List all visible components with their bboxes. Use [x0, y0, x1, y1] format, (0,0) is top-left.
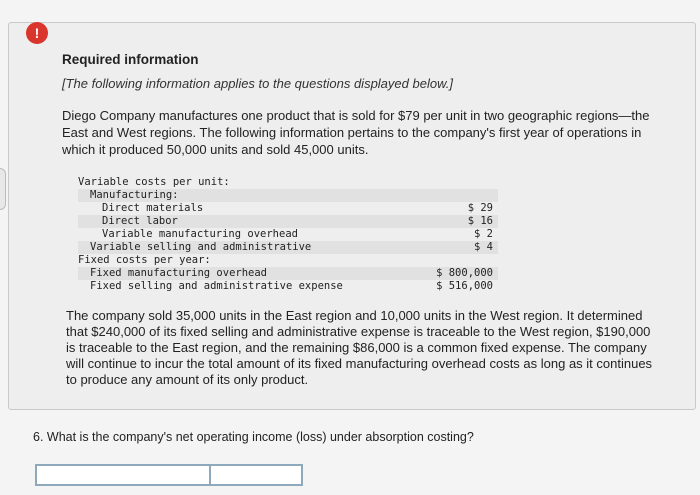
cost-table — [78, 176, 498, 293]
alert-icon: ! — [26, 22, 48, 44]
cost-row-fixed-mfg-overhead — [78, 267, 498, 280]
cost-row-fixed-header — [78, 254, 498, 267]
cost-value: $ 16 — [467, 215, 493, 227]
answer-input[interactable] — [211, 464, 303, 486]
question-text: 6. What is the company's net operating income (loss) under absorption costing? — [33, 430, 474, 444]
cost-row-variable-header — [78, 176, 498, 189]
panel-title: Required information — [62, 52, 199, 67]
cost-label: Fixed manufacturing overhead — [90, 267, 268, 279]
cost-value: $ 516,000 — [436, 280, 493, 292]
answer-row — [35, 464, 303, 486]
left-edge-tab — [0, 168, 6, 210]
cost-row-fixed-selling — [78, 280, 498, 293]
cost-value: $ 2 — [474, 228, 493, 240]
cost-row-manufacturing-header — [78, 189, 498, 202]
details-paragraph: The company sold 35,000 units in the East region and 10,000 units in the West region. It determined that $240,000 of its fixed selling and administrative expense is traceable to the West region, $190,000 is traceable to the East region, and the remaining $86,000 is a common fixed expense. The company will continue to incur the total amount of its fixed manufacturing overhead costs as long as it continues to produce any amount of its only product. — [66, 308, 653, 387]
cost-label: Fixed selling and administrative expense — [90, 280, 343, 292]
cost-value: $ 4 — [474, 241, 493, 253]
cost-label: Direct materials — [102, 202, 204, 214]
panel-subtitle: [The following information applies to the questions displayed below.] — [62, 76, 453, 91]
intro-paragraph: Diego Company manufactures one product that is sold for $79 per unit in two geographic regions—the East and West regions. The following information pertains to the company's first year of operations in which it produced 50,000 units and sold 45,000 units. — [62, 108, 650, 157]
cost-label: Variable selling and administrative — [90, 241, 312, 253]
cost-label: Manufacturing: — [90, 189, 179, 201]
cost-value: $ 29 — [467, 202, 493, 214]
cost-row-variable-mfg-overhead — [78, 228, 498, 241]
cost-value: $ 800,000 — [436, 267, 493, 279]
cost-label: Fixed costs per year: — [78, 254, 211, 266]
cost-label: Variable manufacturing overhead — [102, 228, 298, 240]
cost-label: Variable costs per unit: — [78, 176, 230, 188]
answer-label-cell — [35, 464, 211, 486]
cost-label: Direct labor — [102, 215, 178, 227]
cost-row-variable-selling — [78, 241, 498, 254]
cost-row-direct-labor — [78, 215, 498, 228]
cost-row-direct-materials — [78, 202, 498, 215]
